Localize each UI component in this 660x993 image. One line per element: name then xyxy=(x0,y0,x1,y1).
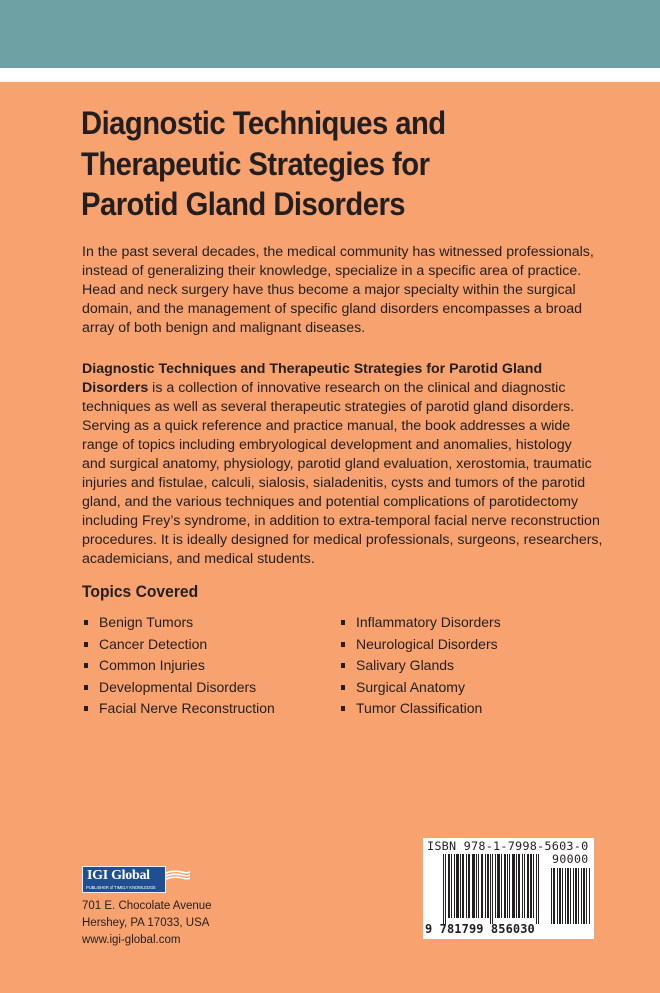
topic-label: Tumor Classification xyxy=(356,700,483,717)
logo-swoosh-icon xyxy=(166,869,190,883)
paragraph-line: procedures. It is ideally designed for medical professionals, surgeons, researchers, xyxy=(82,532,603,548)
description-paragraph xyxy=(82,360,642,569)
paragraph-line: instead of generalizing their knowledge, specialize in a specific area of practice. xyxy=(82,263,582,279)
topic-label: Developmental Disorders xyxy=(99,678,257,695)
topic-item xyxy=(82,677,275,699)
topic-item xyxy=(339,655,501,677)
book-title-inline-end: Disorders xyxy=(82,380,149,396)
paragraph-line: Head and neck surgery have thus become a major specialty within the surgical xyxy=(82,282,576,298)
topics-heading: Topics Covered xyxy=(82,582,199,601)
address-street: 701 E. Chocolate Avenue xyxy=(82,900,212,912)
paragraph-line: and surgical anatomy, physiology, parotid gland evaluation, xerostomia, traumatic xyxy=(82,456,592,472)
paragraph-line: academicians, and medical students. xyxy=(82,551,315,567)
publisher-website: www.igi-global.com xyxy=(82,934,181,946)
square-bullet-icon xyxy=(341,685,345,690)
paragraph-line: In the past several decades, the medical community has witnessed professionals, xyxy=(82,244,594,260)
paragraph-line: array of both benign and malignant diseases. xyxy=(82,320,366,336)
topic-label: Common Injuries xyxy=(99,657,205,674)
intro-paragraph xyxy=(82,243,642,338)
title-line: Therapeutic Strategies for xyxy=(81,145,430,182)
topics-list-column-2 xyxy=(339,612,501,720)
topic-label: Surgical Anatomy xyxy=(356,678,465,695)
paragraph-line: range of topics including embryological development and anomalies, histology xyxy=(82,437,572,453)
address-city: Hershey, PA 17033, USA xyxy=(82,917,210,929)
square-bullet-icon xyxy=(84,685,88,690)
topic-item xyxy=(82,698,275,720)
topic-label: Benign Tumors xyxy=(99,614,194,630)
title-line: Diagnostic Techniques and xyxy=(81,105,446,141)
paragraph-line: gland, and the various techniques and potential complications of parotidectomy xyxy=(82,494,579,510)
publisher-address xyxy=(82,898,212,949)
topic-label: Inflammatory Disorders xyxy=(356,614,501,630)
paragraph-line xyxy=(82,379,642,398)
paragraph-line: domain, and the management of specific gland disorders encompasses a broad xyxy=(82,301,583,317)
square-bullet-icon xyxy=(84,706,88,711)
topic-label: Facial Nerve Reconstruction xyxy=(99,700,275,717)
white-divider-stripe xyxy=(0,68,660,82)
square-bullet-icon xyxy=(341,642,345,647)
publisher-logo-tagline: PUBLISHER of TIMELY KNOWLEDGE xyxy=(86,885,156,890)
topic-item xyxy=(82,655,275,677)
paragraph-line: Serving as a quick reference and practice manual, the book addresses a wide xyxy=(82,418,571,434)
square-bullet-icon xyxy=(84,620,88,625)
paragraph-line-text: is a collection of innovative research on the clinical and diagnostic xyxy=(148,380,566,396)
publisher-logo-name: IGI Global xyxy=(87,868,150,883)
paragraph-line: injuries and fistulae, calculi, sialosis, sialadenitis, cysts and tumors of the parotid xyxy=(82,475,586,491)
paragraph-line: techniques as well as several therapeutic strategies of parotid gland disorders. xyxy=(82,399,575,415)
topic-item xyxy=(339,634,501,656)
square-bullet-icon xyxy=(341,706,345,711)
isbn-label: ISBN 978-1-7998-5603-0 xyxy=(427,839,589,853)
topic-label: Neurological Disorders xyxy=(356,635,498,652)
isbn-barcode xyxy=(423,838,594,939)
topic-label: Cancer Detection xyxy=(99,635,208,652)
publisher-logo xyxy=(82,866,166,893)
title-line: Parotid Gland Disorders xyxy=(81,186,406,222)
price-barcode-bars-icon xyxy=(551,868,591,924)
barcode-digits: 9 781799 856030 xyxy=(425,922,535,936)
square-bullet-icon xyxy=(341,663,345,668)
topic-item xyxy=(82,634,275,656)
barcode-bars-icon xyxy=(443,854,540,924)
topic-item xyxy=(339,677,501,699)
square-bullet-icon xyxy=(84,663,88,668)
topic-item xyxy=(82,612,275,634)
top-color-band xyxy=(0,0,660,68)
square-bullet-icon xyxy=(341,620,345,625)
book-title xyxy=(81,103,531,225)
price-code: 90000 xyxy=(552,852,589,866)
topic-label: Salivary Glands xyxy=(356,657,455,674)
book-title-inline: Diagnostic Techniques and Therapeutic Strategies for Parotid Gland xyxy=(82,361,543,377)
topic-item xyxy=(339,612,501,634)
paragraph-line: including Frey’s syndrome, in addition to extra-temporal facial nerve reconstruction xyxy=(82,513,600,529)
square-bullet-icon xyxy=(84,642,88,647)
topics-list-column-1 xyxy=(82,612,275,720)
topic-item xyxy=(339,698,501,720)
